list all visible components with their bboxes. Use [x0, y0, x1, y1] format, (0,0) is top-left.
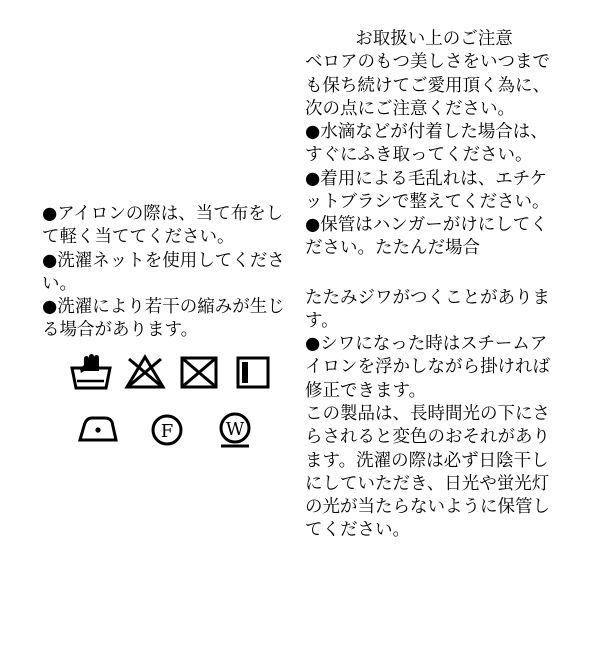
- washing-note-item: ●洗濯ネットを使用してください。: [42, 250, 285, 294]
- hand-wash-symbol: [68, 348, 114, 392]
- drip-dry-shade-symbol: [230, 348, 276, 392]
- care-symbol-row: [68, 348, 298, 392]
- care-instruction-item: ●保管はハンガーがけにしてください。たたんだ場合: [305, 215, 548, 259]
- care-symbol-group: [68, 348, 298, 450]
- care-instructions-title: お取扱い上のご注意: [355, 29, 513, 49]
- wetclean-w-symbol: [212, 406, 258, 450]
- care-instructions-intro: ベロアのもつ美しさをいつまでも保ち続けてご愛用頂く為に、次の点にご注意ください。: [305, 52, 550, 119]
- care-instruction-continued: ●シワになった時はスチームアイロンを浮かしながら掛ければ修正できます。: [305, 334, 550, 401]
- dryclean-f-symbol: [144, 406, 190, 450]
- washing-notes-column: [42, 203, 292, 343]
- care-instruction-continued: この製品は、長時間光の下にさらされると変色のおそれがあります。洗濯の際は必ず日陰干しにしていただき、日光や蛍光灯の光が当たらないように保管してください。: [305, 403, 550, 541]
- no-tumble-dry-symbol: [176, 348, 222, 392]
- care-instruction-item: ●水滴などが付着した場合は、すぐにふき取ってください。: [305, 122, 548, 166]
- care-instructions-column: [305, 28, 555, 543]
- care-instruction-continued: たたみジワがつくことがあります。: [305, 287, 550, 331]
- no-chlorine-bleach-symbol: [122, 348, 168, 392]
- column-spacer: [305, 261, 555, 287]
- care-instruction-item: ●着用による毛乱れは、エチケットブラシで整えてください。: [305, 168, 550, 212]
- iron-low-symbol: [76, 406, 122, 450]
- svg-text:F: F: [160, 421, 174, 442]
- care-symbol-row: [68, 406, 298, 450]
- washing-note-item: ●洗濯により若干の縮みが生じる場合があります。: [42, 297, 285, 341]
- svg-text:W: W: [225, 419, 245, 440]
- washing-note-item: ●アイロンの際は、当て布をして軽く当ててください。: [42, 204, 284, 248]
